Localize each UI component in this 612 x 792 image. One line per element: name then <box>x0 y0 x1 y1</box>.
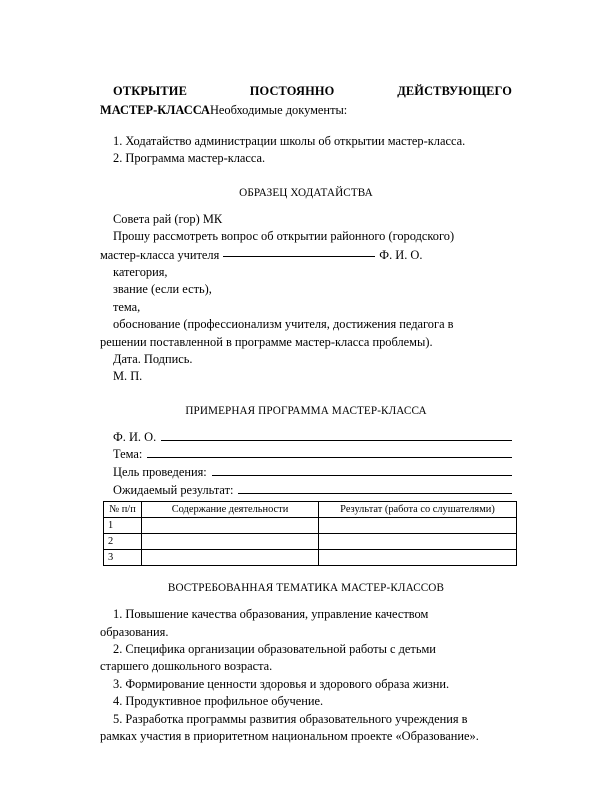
teacher-name-fill-line[interactable] <box>223 246 375 257</box>
table-cell-result[interactable] <box>319 518 517 534</box>
form-label-purpose: Цель проведения: <box>113 465 207 480</box>
table-cell-number: 3 <box>104 550 142 566</box>
petition-teacher-label: мастер-класса учителя <box>100 247 220 262</box>
petition-justification-line-1: обоснование (профессионализм учителя, достижения педагога в <box>113 317 454 332</box>
table-header-number: № п/п <box>104 502 142 518</box>
petition-addressee: Совета рай (гор) МК <box>113 211 223 226</box>
petition-justification-line-2: решении поставленной в программе мастер-класса проблемы). <box>100 334 433 349</box>
form-fill-line-expected-result[interactable] <box>238 482 512 494</box>
program-sample-heading: ПРИМЕРНАЯ ПРОГРАММА МАСТЕР-КЛАССА <box>185 404 427 417</box>
table-row <box>104 518 517 534</box>
petition-item-topic: тема, <box>113 299 141 314</box>
document-title-line-2 <box>100 101 512 120</box>
form-label-fio: Ф. И. О. <box>113 429 157 444</box>
table-header-result: Результат (работа со слушателями) <box>319 502 517 518</box>
table-row <box>104 550 517 566</box>
table-row <box>104 534 517 550</box>
petition-request-line-1: Прошу рассмотреть вопрос об открытии районного (городского) <box>113 229 455 244</box>
program-table <box>103 501 517 566</box>
petition-request-line-2 <box>100 246 512 264</box>
form-fill-line-fio[interactable] <box>161 429 512 441</box>
table-cell-result[interactable] <box>319 534 517 550</box>
form-row-topic <box>100 446 512 464</box>
document-list-item: 1. Ходатайство администрации школы об открытии мастер-класса. <box>113 134 466 148</box>
table-header-row <box>104 502 517 518</box>
title-master-class: МАСТЕР-КЛАССА <box>100 102 210 117</box>
form-label-topic: Тема: <box>113 447 143 462</box>
petition-sample-heading: ОБРАЗЕЦ ХОДАТАЙСТВА <box>239 186 373 199</box>
document-list-item: 2. Программа мастер-класса. <box>113 151 266 166</box>
title-word-permanent: ПОСТОЯННО <box>249 84 335 98</box>
table-header-activity: Содержание деятельности <box>142 502 319 518</box>
topic-item-5-line-2: рамках участия в приоритетном национальном проекте «Образование». <box>100 729 479 744</box>
table-cell-activity[interactable] <box>142 550 319 566</box>
topic-item-2-line-2: старшего дошкольного возраста. <box>100 659 273 674</box>
petition-stamp: М. П. <box>113 369 143 384</box>
topic-item-4: 4. Продуктивное профильное обучение. <box>113 694 324 709</box>
petition-item-rank: звание (если есть), <box>113 282 212 297</box>
title-word-operating: ДЕЙСТВУЮЩЕГО <box>397 84 513 98</box>
required-documents-label: Необходимые документы: <box>209 102 348 117</box>
topic-item-2-line-1: 2. Специфика организации образовательной работы с детьми <box>113 642 436 657</box>
document-title <box>100 82 512 101</box>
form-fill-line-purpose[interactable] <box>212 464 512 476</box>
table-cell-number: 1 <box>104 518 142 534</box>
title-word-open: ОТКРЫТИЕ <box>113 84 187 98</box>
form-label-expected-result: Ожидаемый результат: <box>113 482 234 497</box>
form-row-purpose <box>100 464 512 482</box>
topic-item-1-line-1: 1. Повышение качества образования, управление качеством <box>113 607 429 622</box>
table-cell-activity[interactable] <box>142 518 319 534</box>
table-cell-activity[interactable] <box>142 534 319 550</box>
topic-item-1-line-2: образования. <box>100 624 169 639</box>
table-cell-result[interactable] <box>319 550 517 566</box>
form-row-expected-result <box>100 482 512 500</box>
petition-date-signature: Дата. Подпись. <box>113 352 193 367</box>
petition-fio-label: Ф. И. О. <box>379 247 423 262</box>
form-fill-line-topic[interactable] <box>147 446 512 458</box>
topics-section-heading: ВОСТРЕБОВАННАЯ ТЕМАТИКА МАСТЕР-КЛАССОВ <box>167 582 445 595</box>
form-row-fio <box>100 429 512 447</box>
topic-item-5-line-1: 5. Разработка программы развития образовательного учреждения в <box>113 711 468 726</box>
topic-item-3: 3. Формирование ценности здоровья и здорового образа жизни. <box>113 676 450 691</box>
petition-item-category: категория, <box>113 265 168 280</box>
table-cell-number: 2 <box>104 534 142 550</box>
